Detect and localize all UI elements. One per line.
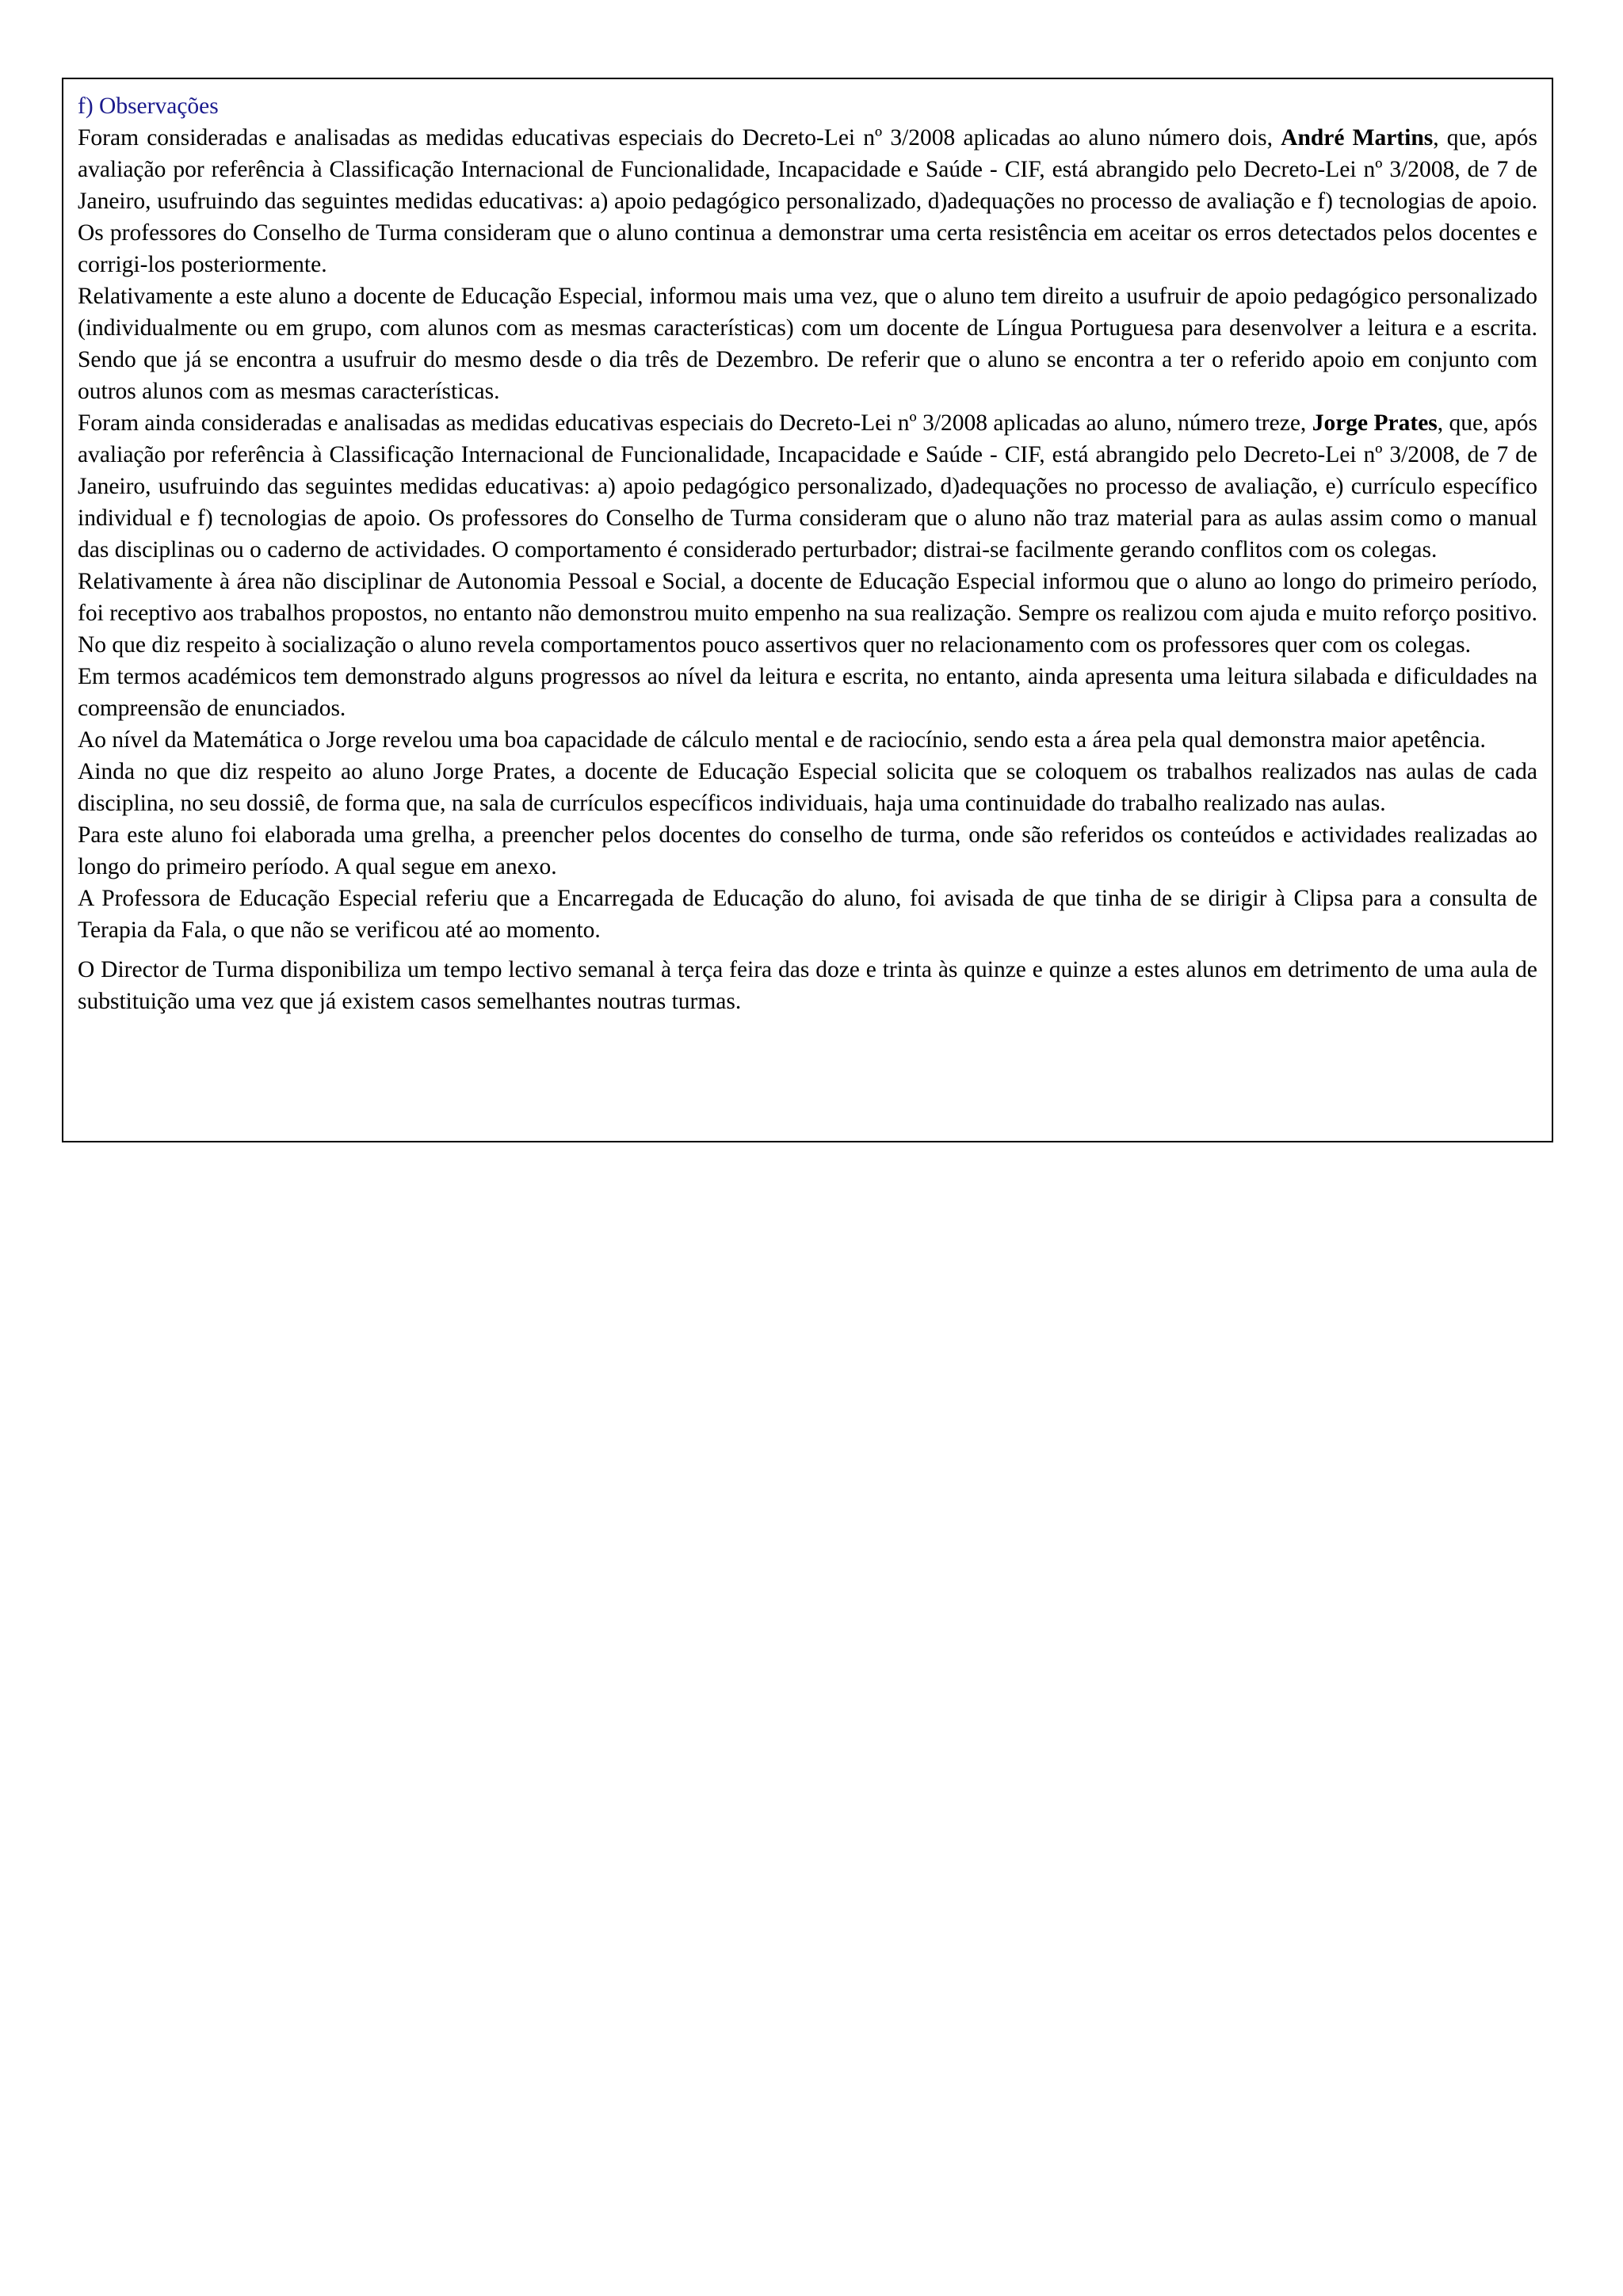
paragraph-mathematics: Ao nível da Matemática o Jorge revelou uma boa capacidade de cálculo mental e de raciocínio, sendo esta a área pela qual demonstra maior apetência. bbox=[78, 727, 1486, 753]
paragraph-support: Relativamente a este aluno a docente de Educação Especial, informou mais uma vez, que o aluno tem direito a usufruir de apoio pedagógico personalizado (individualmente ou em grupo, com alunos com as mesmas características) com um docente de Língua Portuguesa para desenvolver a leitura e a escrita. Sendo que já se encontra a usufruir do mesmo desde o dia três de Dezembro. De referir que o aluno se encontra a ter o referido apoio em conjunto com outros alunos com as mesmas características. bbox=[78, 284, 1537, 404]
student-name-jorge: Jorge Prates bbox=[1312, 410, 1438, 436]
observations-box bbox=[62, 78, 1553, 1142]
paragraph-academic: Em termos académicos tem demonstrado alguns progressos ao nível da leitura e escrita, no entanto, ainda apresenta uma leitura silabada e dificuldades na compreensão de enunciados. bbox=[78, 664, 1537, 721]
paragraph-jorge-prates bbox=[78, 407, 1537, 566]
paragraph-text: Foram consideradas e analisadas as medidas educativas especiais do Decreto-Lei nº 3/2008 aplicadas ao aluno número dois, bbox=[78, 125, 1281, 151]
paragraph-director: O Director de Turma disponibiliza um tempo lectivo semanal à terça feira das doze e trinta às quinze e quinze a estes alunos em detrimento de uma aula de substituição uma vez que já existem casos semelhantes noutras turmas. bbox=[78, 957, 1537, 1014]
paragraph-grid: Para este aluno foi elaborada uma grelha, a preencher pelos docentes do conselho de turma, onde são referidos os conteúdos e actividades realizadas ao longo do primeiro período. A qual segue em anexo. bbox=[78, 822, 1537, 879]
paragraph-speech-therapy: A Professora de Educação Especial referiu que a Encarregada de Educação do aluno, foi avisada de que tinha de se dirigir à Clipsa para a consulta de Terapia da Fala, o que não se verificou até ao momento. bbox=[78, 886, 1537, 943]
section-title: f) Observações bbox=[78, 93, 219, 119]
paragraph-text: Foram ainda consideradas e analisadas as medidas educativas especiais do Decreto-Lei nº 3/2008 aplicadas ao aluno, número treze, bbox=[78, 410, 1312, 436]
paragraph-autonomy: Relativamente à área não disciplinar de Autonomia Pessoal e Social, a docente de Educação Especial informou que o aluno ao longo do primeiro período, foi receptivo aos trabalhos propostos, no entanto não demonstrou muito empenho na sua realização. Sempre os realizou com ajuda e muito reforço positivo. No que diz respeito à socialização o aluno revela comportamentos pouco assertivos quer no relacionamento com os professores quer com os colegas. bbox=[78, 569, 1537, 658]
paragraph-dossier: Ainda no que diz respeito ao aluno Jorge Prates, a docente de Educação Especial solicita que se coloquem os trabalhos realizados nas aulas de cada disciplina, no seu dossiê, de forma que, na sala de currículos específicos individuais, haja uma continuidade do trabalho realizado nas aulas. bbox=[78, 759, 1537, 816]
paragraph-text: , que, após avaliação por referência à Classificação Internacional de Funcionalidade, Incapacidade e Saúde - CIF, está abrangido pelo Decreto-Lei nº 3/2008, de 7 de Janeiro, usufruindo das seguintes medidas educativas: a) apoio pedagógico personalizado, d)adequações no processo de avaliação e f) tecnologias de apoio. Os professores do Conselho de Turma consideram que o aluno continua a demonstrar uma certa resistência em aceitar os erros detectados pelos docentes e corrigi-los posteriormente. bbox=[78, 125, 1537, 277]
paragraph-andre-martins bbox=[78, 122, 1537, 280]
student-name-andre: André Martins bbox=[1281, 125, 1434, 151]
paragraph-text: , que, após avaliação por referência à Classificação Internacional de Funcionalidade, Incapacidade e Saúde - CIF, está abrangido pelo Decreto-Lei nº 3/2008, de 7 de Janeiro, usufruindo das seguintes medidas educativas: a) apoio pedagógico personalizado, d)adequações no processo de avaliação, e) currículo específico individual e f) tecnologias de apoio. Os professores do Conselho de Turma consideram que o aluno não traz material para as aulas assim como o manual das disciplinas ou o caderno de actividades. O comportamento é considerado perturbador; distrai-se facilmente gerando conflitos com os colegas. bbox=[78, 410, 1537, 563]
